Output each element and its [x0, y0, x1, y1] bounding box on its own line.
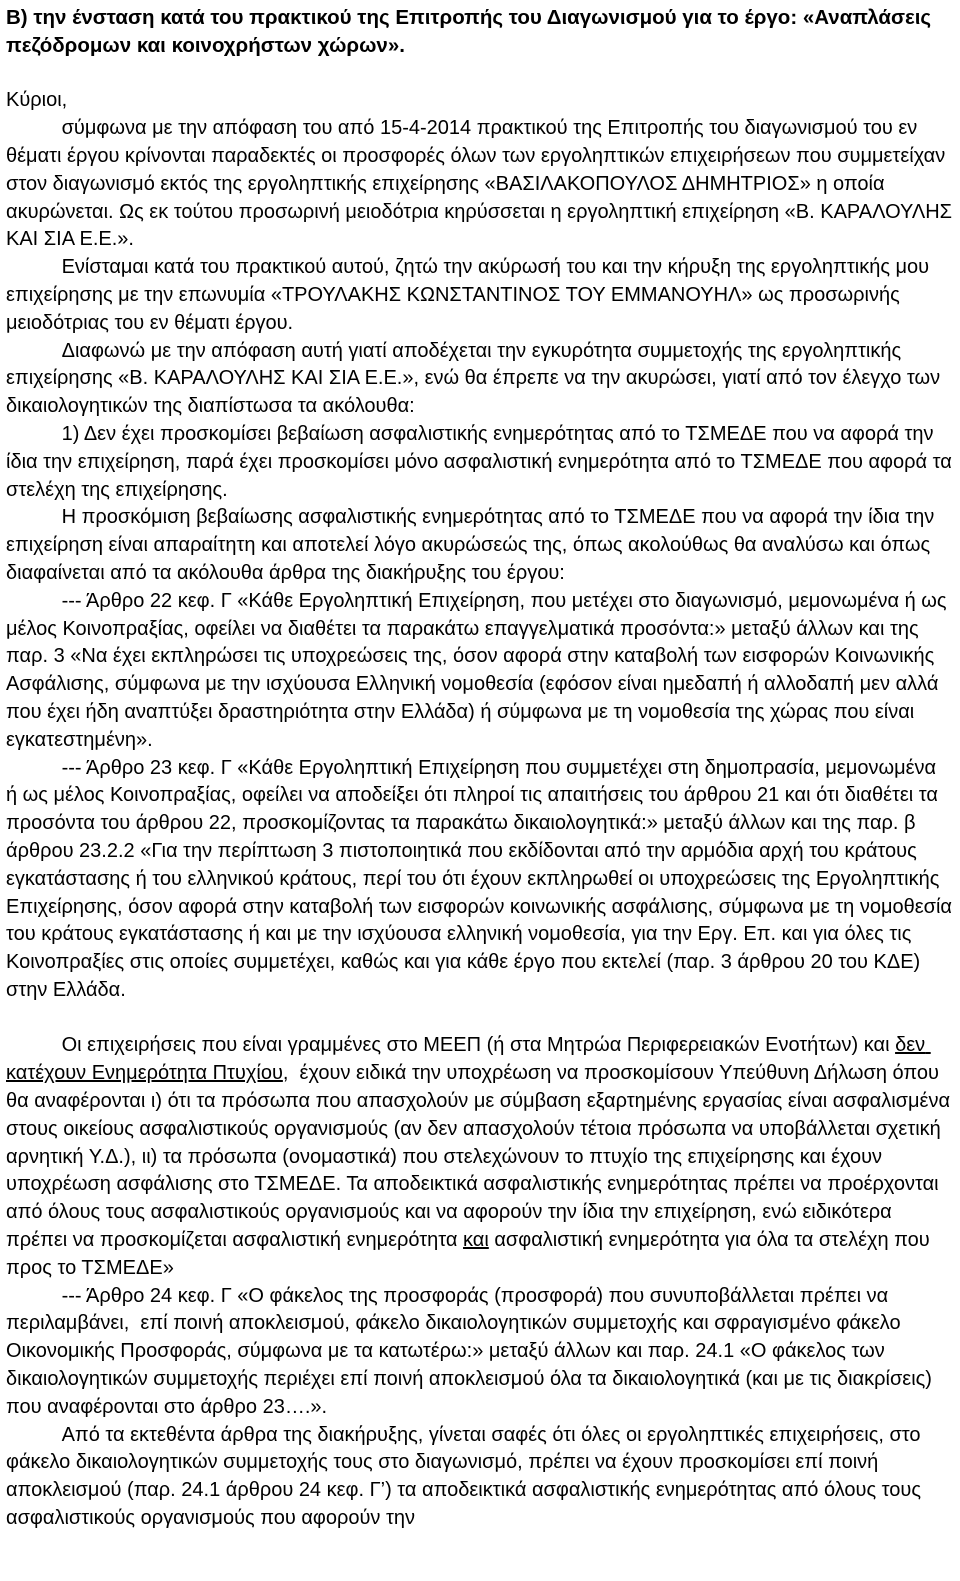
salutation: Κύριοι, — [6, 89, 68, 112]
paragraph-conclusion: Από τα εκτεθέντα άρθρα της διακήρυξης, γίνεται σαφές ότι όλες οι εργοληπτικές επιχειρήσεις, στο φάκελο δικαιολογητικών συμμετοχής τους στο διαγωνισμό, πρέπει να έχουν προσκομίσει επί ποινή αποκλεισμού (παρ. 24.1 άρθρου 24 κεφ. Γ’) τα αποδεικτικά ασφαλιστικής ενημερότητας από όλους τους ασφαλιστικούς οργανισμούς που αφορούν την — [6, 1423, 927, 1530]
meep-text-middle: , έχουν ειδικά την υποχρέωση να προσκομίσουν Υπεύθυνη Δήλωση όπου θα αναφέρονται ι) ότι τα πρόσωπα που απασχολούν με σύμβαση εξαρτημένης εργασίας είναι ασφαλισμένα στους οικείους ασφαλιστικούς οργανισμούς (αν δεν απασχολούν τέτοια πρόσωπα να υποβάλλεται σχετική αρνητική Υ.Δ.), ιι) τα πρόσωπα (ονομαστικά) που στελεχώνουν το πτυχίο της επιχείρησης και έχουν υποχρέωση ασφάλισης στο ΤΣΜΕΔΕ. Τα αποδεικτικά ασφαλιστικής ενημερότητας πρέπει να προέρχονται από όλους τους ασφαλιστικούς οργανισμούς και να αφορούν την ίδια την επιχείρηση, ενώ ειδικότερα πρέπει να προσκομίζεται ασφαλιστική ενημερότητα — [6, 1062, 956, 1252]
paragraph-disagreement: Διαφωνώ με την απόφαση αυτή γιατί αποδέχεται την εγκυρότητα συμμετοχής της εργοληπτικής επιχείρησης «Β. ΚΑΡΑΛΟΥΛΗΣ ΚΑΙ ΣΙΑ Ε.Ε.», ενώ θα έπρεπε να την ακυρώσει, γιατί από τον έλεγχο των δικαιολογητικών της διαπίστωσα τα ακόλουθα: — [6, 339, 946, 418]
paragraph-article-23: --- Άρθρο 23 κεφ. Γ «Κάθε Εργοληπτική Επιχείρηση που συμμετέχει στη δημοπρασία, μεμονωμένα ή ως μέλος Κοινοπραξίας, οφείλει να αποδείξει ότι πληροί τις απαιτήσεις του άρθρου 21 και ότι διαθέτει τα προσόντα του άρθρου 22, προσκομίζοντας τα παρακάτω δικαιολογητικά:» μεταξύ άλλων και της παρ. β άρθρου 23.2.2 «Για την περίπτωση 3 πιστοποιητικά που εκδίδονται από την αρμόδια αρχή του κράτους εγκατάστασης ή του ελληνικού κράτους, περί του ότι έχουν εκπληρωθεί οι υποχρεώσεις της Εργοληπτικής Επιχείρησης, όσον αφορά στην καταβολή των εισφορών κοινωνικής ασφάλισης, σύμφωνα με τη νομοθεσία του κράτους εγκατάστασης ή και με την ισχύουσα ελληνική νομοθεσία, για την Εργ. Επ. και για όλες τις Κοινοπραξίες στις οποίες συμμετέχει, καθώς και για κάθε έργο που εκτελεί (παρ. 3 άρθρου 20 του ΚΔΕ) στην Ελλάδα. — [6, 756, 958, 1001]
paragraph-decision: σύμφωνα με την απόφαση του από 15-4-2014 πρακτικού της Επιτροπής του διαγωνισμού του εν θέματι έργου κρίνονται παραδεκτές οι προσφορές όλων των εργοληπτικών επιχειρήσεων που συμμετείχαν στον διαγωνισμό εκτός της εργοληπτικής επιχείρησης «ΒΑΣΙΛΑΚΟΠΟΥΛΟΣ ΔΗΜΗΤΡΙΟΣ» η οποία ακυρώνεται. Ως εκ τούτου προσωρινή μειοδότρια κηρύσσεται η εργοληπτική επιχείρηση «Β. ΚΑΡΑΛΟΥΛΗΣ ΚΑΙ ΣΙΑ Ε.Ε.». — [6, 117, 958, 251]
paragraph-article-22: --- Άρθρο 22 κεφ. Γ «Κάθε Εργοληπτική Επιχείρηση, που μετέχει στο διαγωνισμό, μεμονωμένα ή ως μέλος Κοινοπραξίας, οφείλει να διαθέτει τα παρακάτω επαγγελματικά προσόντα:» μεταξύ άλλων και της παρ. 3 «Να έχει εκπληρώσει τις υποχρεώσεις της, όσον αφορά στην καταβολή των εισφορών Κοινωνικής Ασφάλισης, σύμφωνα με την ισχύουσα Ελληνική νομοθεσία (εφόσον είναι ημεδαπή ή αλλοδαπή μεν αλλά που έχει ήδη αναπτύξει δραστηριότητα στην Ελλάδα) ή σύμφωνα με τη νομοθεσία της χώρας που είναι εγκατεστημένη». — [6, 589, 953, 751]
paragraph-objection: Ενίσταμαι κατά του πρακτικού αυτού, ζητώ την ακύρωσή του και την κήρυξη της εργοληπτικής μου επιχείρησης με την επωνυμία «ΤΡΟΥΛΑΚΗΣ ΚΩΝΣΤΑΝΤΙΝΟΣ ΤΟΥ ΕΜΜΑΝΟΥΗΛ» ως προσωρινής μειοδότριας του εν θέματι έργου. — [6, 256, 935, 334]
paragraph-article-24: --- Άρθρο 24 κεφ. Γ «Ο φάκελος της προσφοράς (προσφορά) που συνυποβάλλεται πρέπει να περιλαμβάνει, επί ποινή αποκλεισμού, φάκελο δικαιολογητικών συμμετοχής και σφραγισμένο φάκελο Οικονομικής Προσφοράς, σύμφωνα με τα κατωτέρω:» μεταξύ άλλων και παρ. 24.1 «Ο φάκελος των δικαιολογητικών συμμετοχής περιέχει επί ποινή αποκλεισμού όλα τα δικαιολογητικά (και με τις διακρίσεις) που αναφέρονται στο άρθρο 23….». — [6, 1284, 938, 1418]
meep-underlined-phrase: δεν κατέχουν Ενημερότητα Πτυχίου — [6, 1034, 931, 1085]
meep-text-start: Οι επιχειρήσεις που είναι γραμμένες στο ΜΕΕΠ (ή στα Μητρώα Περιφερειακών Ενοτήτων) και — [6, 1034, 896, 1057]
paragraph-point-1: 1) Δεν έχει προσκομίσει βεβαίωση ασφαλιστικής ενημερότητας από το ΤΣΜΕΔΕ που να αφορά την ίδια την επιχείρηση, παρά έχει προσκομίσει μόνο ασφαλιστική ενημερότητα από το ΤΣΜΕΔΕ που αφορά τα στελέχη της επιχείρησης. — [6, 422, 958, 501]
meep-underlined-and: και — [463, 1229, 489, 1252]
paragraph-meep — [6, 1032, 956, 1282]
meep-text-end: ασφαλιστική ενημερότητα για όλα τα στελέχη που προς το ΤΣΜΕΔΕ» — [6, 1229, 936, 1279]
paragraph-requirement: Η προσκόμιση βεβαίωσης ασφαλιστικής ενημερότητας από το ΤΣΜΕΔΕ που να αφορά την ίδια την επιχείρηση είναι απαραίτητη και αποτελεί λόγο ακυρώσεώς της, όπως ακολούθως θα αναλύσω και όπως διαφαίνεται από τα ακόλουθα άρθρα της διακήρυξης του έργου: — [6, 506, 940, 584]
document-title: Β) την ένσταση κατά του πρακτικού της Επιτροπής του Διαγωνισμού για το έργο: «Αναπλάσεις πεζόδρομων και κοινοχρήστων χώρων». — [6, 6, 932, 57]
